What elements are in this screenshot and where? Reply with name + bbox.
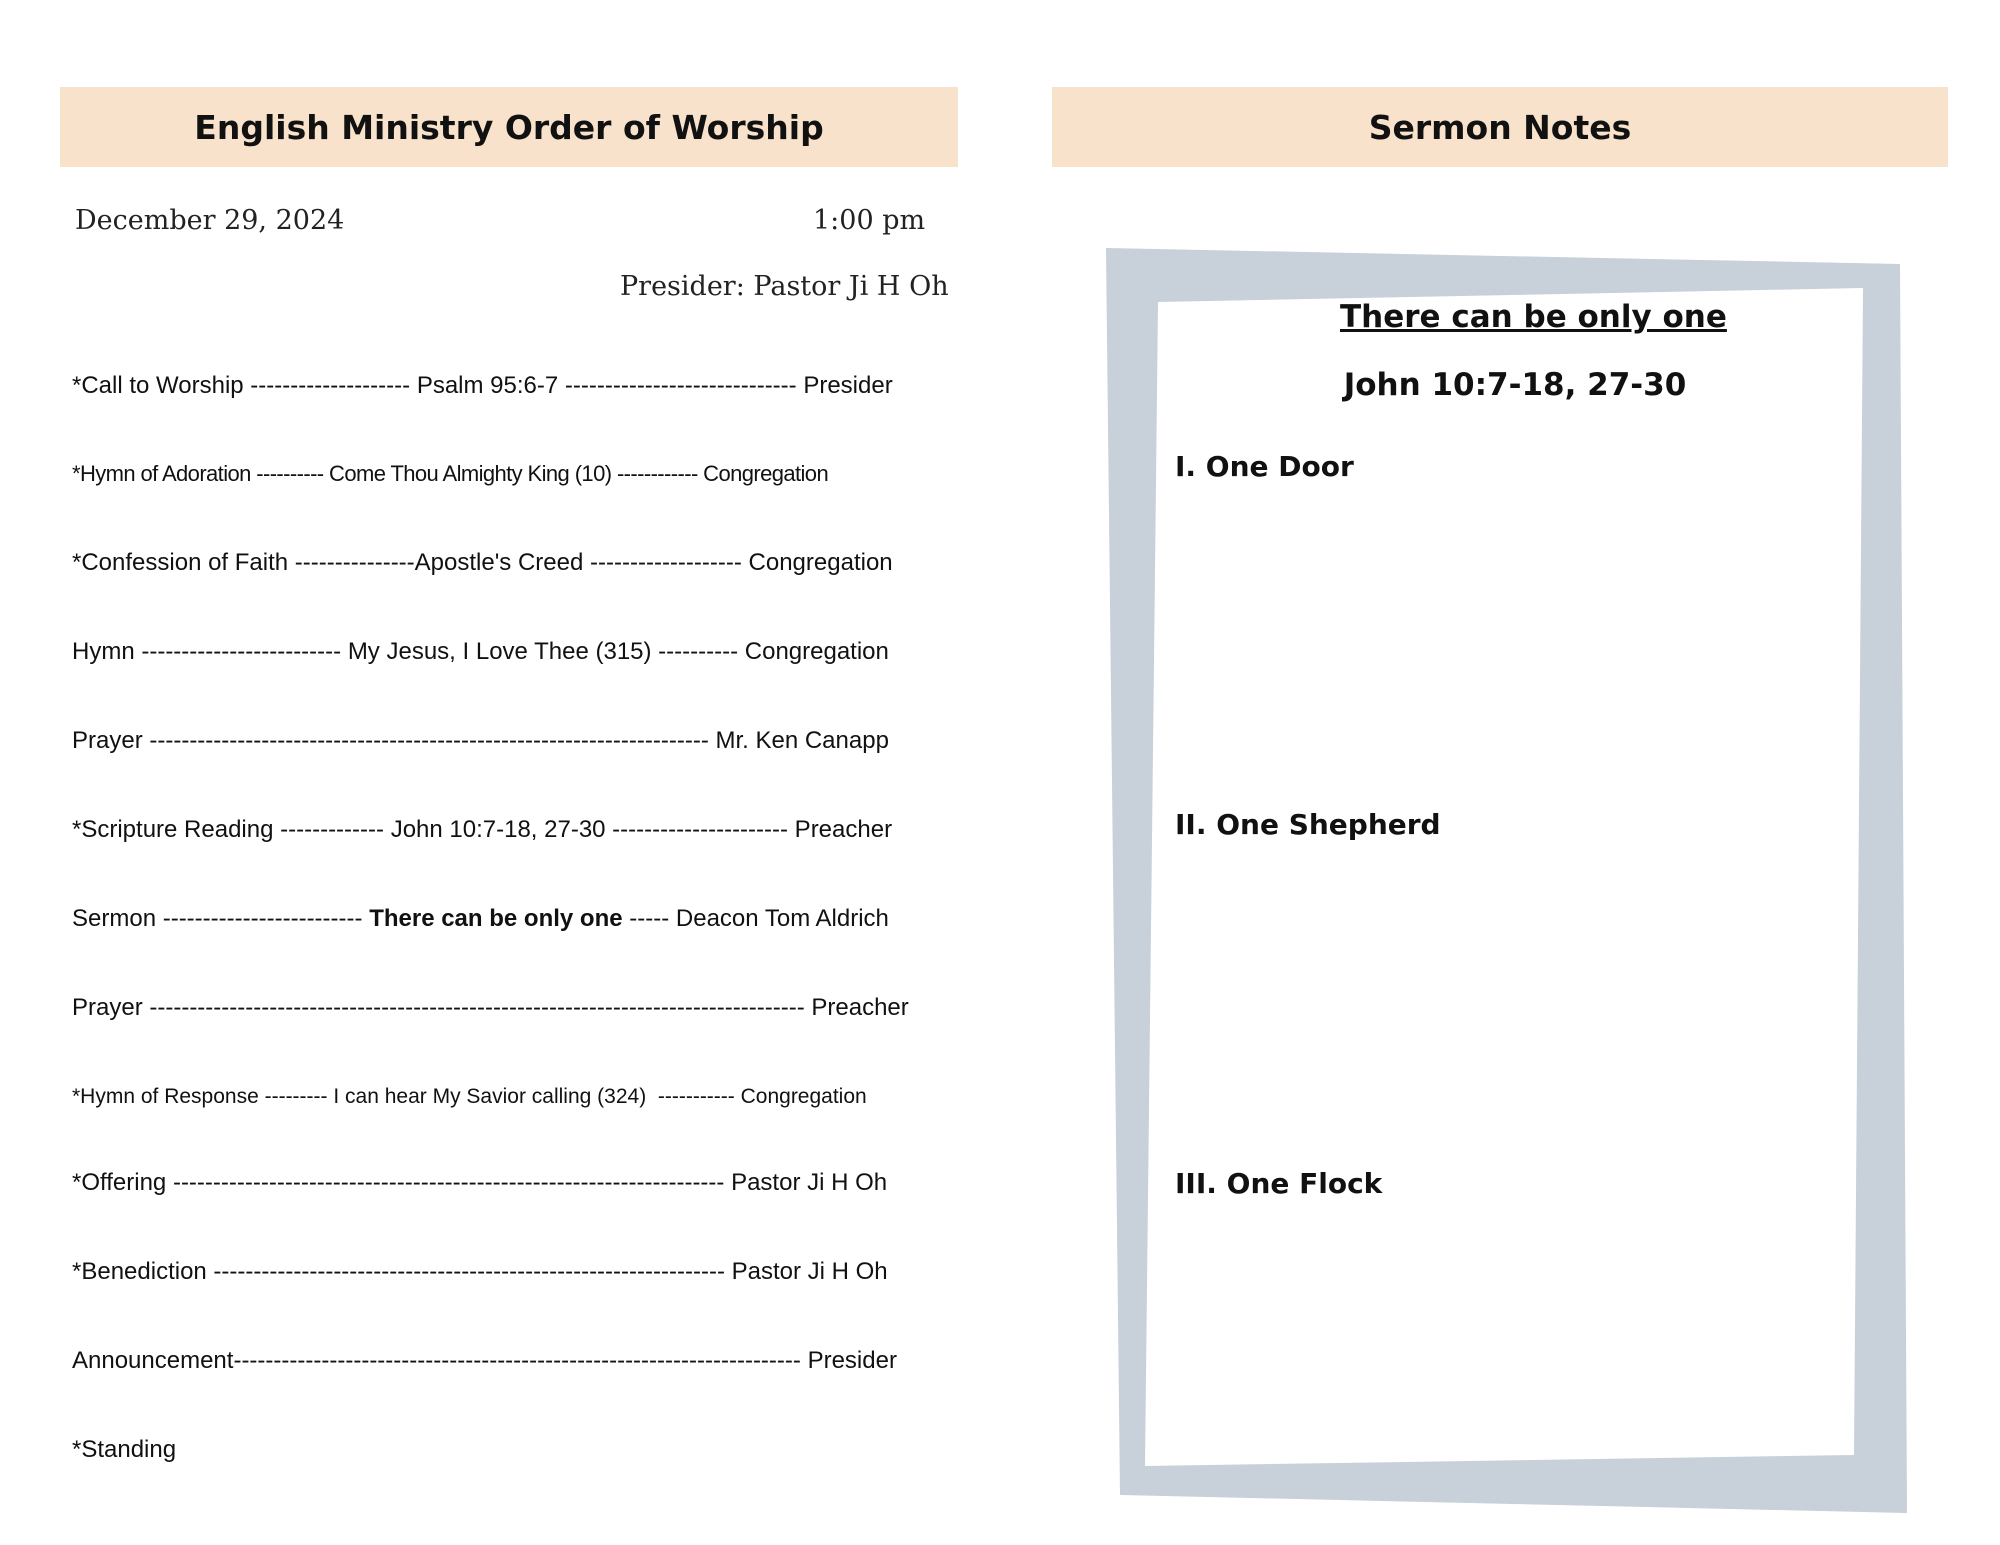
service-time: 1:00 pm	[813, 205, 926, 236]
sermon-notes-header	[1052, 87, 1948, 167]
order-row-prayer-1: Prayer ---------------------------------------------------------------------- Mr. Ken Canapp	[72, 727, 889, 754]
sermon-point-2: II. One Shepherd	[1175, 808, 1441, 841]
order-row-hymn-of-adoration: *Hymn of Adoration ---------- Come Thou Almighty King (10) ------------ Congregation	[72, 461, 829, 486]
sermon-notes-frame	[1090, 240, 1910, 1520]
order-of-worship-header	[60, 87, 958, 167]
service-presider: Presider: Pastor Ji H Oh	[620, 271, 949, 302]
order-of-worship-title: English Ministry Order of Worship	[194, 107, 824, 147]
order-row-announcement: Announcement----------------------------------------------------------------------- Presider	[72, 1347, 897, 1374]
sermon-point-1: I. One Door	[1175, 450, 1354, 483]
sermon-point-3: III. One Flock	[1175, 1167, 1383, 1200]
sermon-notes-scripture: John 10:7-18, 27-30	[1343, 367, 1687, 403]
standing-note: *Standing	[72, 1436, 177, 1463]
order-row-sermon: Sermon ------------------------- There can be only one ----- Deacon Tom Aldrich	[72, 905, 889, 932]
service-date: December 29, 2024	[75, 205, 345, 236]
order-row-call-to-worship: *Call to Worship -------------------- Psalm 95:6-7 ----------------------------- Presider	[72, 372, 893, 399]
order-row-hymn-of-response: *Hymn of Response --------- I can hear My Savior calling (324) ----------- Congregation	[72, 1085, 867, 1108]
sermon-notes-title: There can be only one	[1340, 299, 1727, 335]
order-row-prayer-2: Prayer ---------------------------------------------------------------------------------- Preacher	[72, 994, 909, 1021]
order-row-scripture-reading: *Scripture Reading ------------- John 10:7-18, 27-30 ---------------------- Preacher	[72, 816, 893, 843]
order-row-hymn: Hymn ------------------------- My Jesus, I Love Thee (315) ---------- Congregation	[72, 638, 889, 665]
order-row-confession-of-faith: *Confession of Faith ---------------Apostle's Creed ------------------- Congregation	[72, 549, 893, 576]
order-row-offering: *Offering --------------------------------------------------------------------- Pastor Ji H Oh	[72, 1169, 888, 1196]
sermon-title-inline: There can be only one	[369, 905, 623, 932]
sermon-notes-title: Sermon Notes	[1368, 107, 1632, 147]
order-row-benediction: *Benediction ---------------------------------------------------------------- Pastor Ji H Oh	[72, 1258, 888, 1285]
